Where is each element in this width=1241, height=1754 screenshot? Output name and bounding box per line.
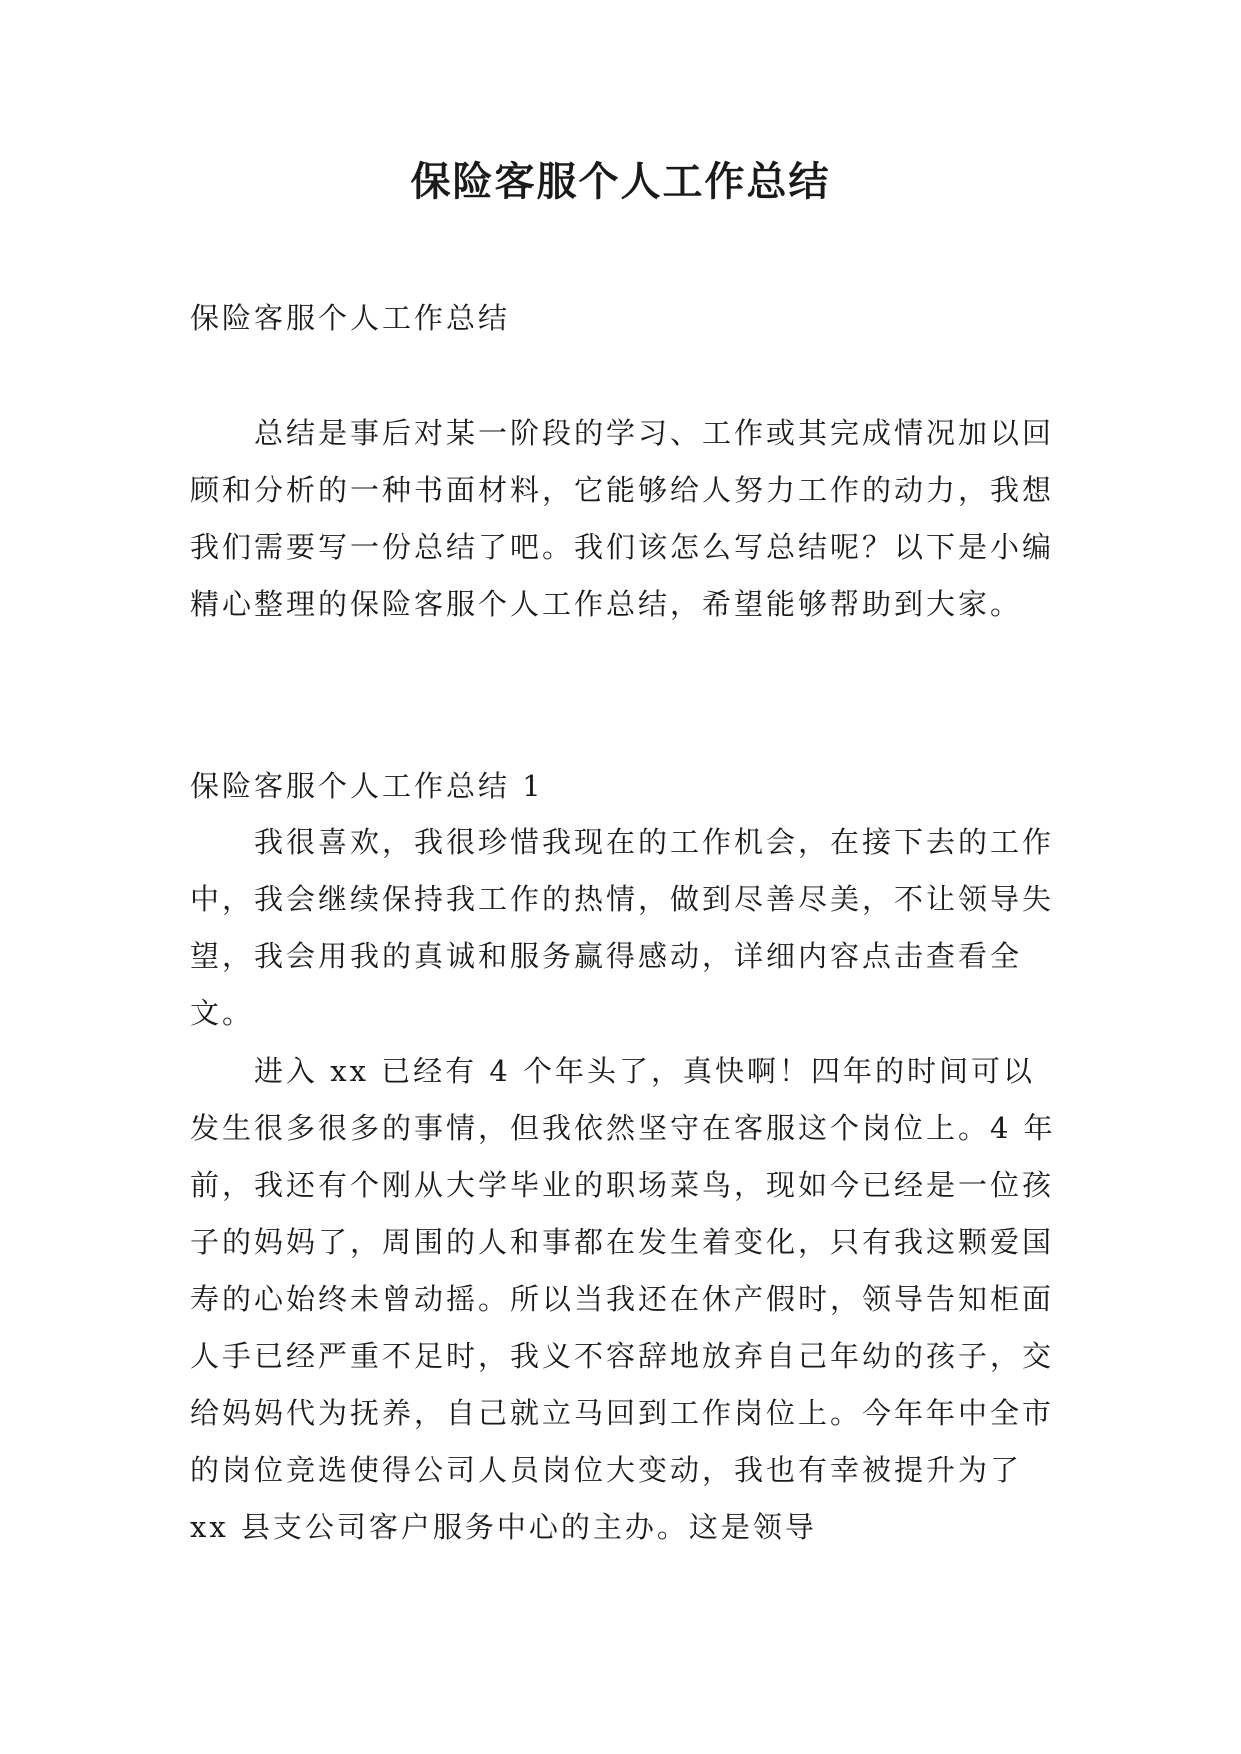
body-paragraph-1: 我很喜欢，我很珍惜我现在的工作机会，在接下去的工作中，我会继续保持我工作的热情，做到尽善尽美，不让领导失望，我会用我的真诚和服务赢得感动，详细内容点击查看全文。: [190, 825, 1055, 1030]
document-subtitle: 保险客服个人工作总结: [190, 301, 511, 335]
body-paragraph-2: 进入 xx 已经有 4 个年头了，真快啊！四年的时间可以发生很多很多的事情，但我依然坚守在客服这个岗位上。4 年前，我还有个刚从大学毕业的职场菜鸟，现如今已经是一位孩子的妈妈了，周围的人和事都在发生着变化，只有我这颗爱国寿的心始终未曾动摇。所以当我还在休产假时，领导告知柜面人手已经严重不足时，我义不容辞地放弃自己年幼的孩子，交给妈妈代为抚养，自己就立马回到工作岗位上。今年年中全市的岗位竞选使得公司人员岗位大变动，我也有幸被提升为了 xx 县支公司客户服务中心的主办。这是领导: [190, 1054, 1056, 1544]
intro-paragraph: 总结是事后对某一阶段的学习、工作或其完成情况加以回顾和分析的一种书面材料，它能够给人努力工作的动力，我想我们需要写一份总结了吧。我们该怎么写总结呢？以下是小编精心整理的保险客服个人工作总结，希望能够帮助到大家。: [190, 416, 1055, 621]
document-title: 保险客服个人工作总结: [410, 158, 831, 205]
section-heading: 保险客服个人工作总结 1: [190, 769, 544, 803]
